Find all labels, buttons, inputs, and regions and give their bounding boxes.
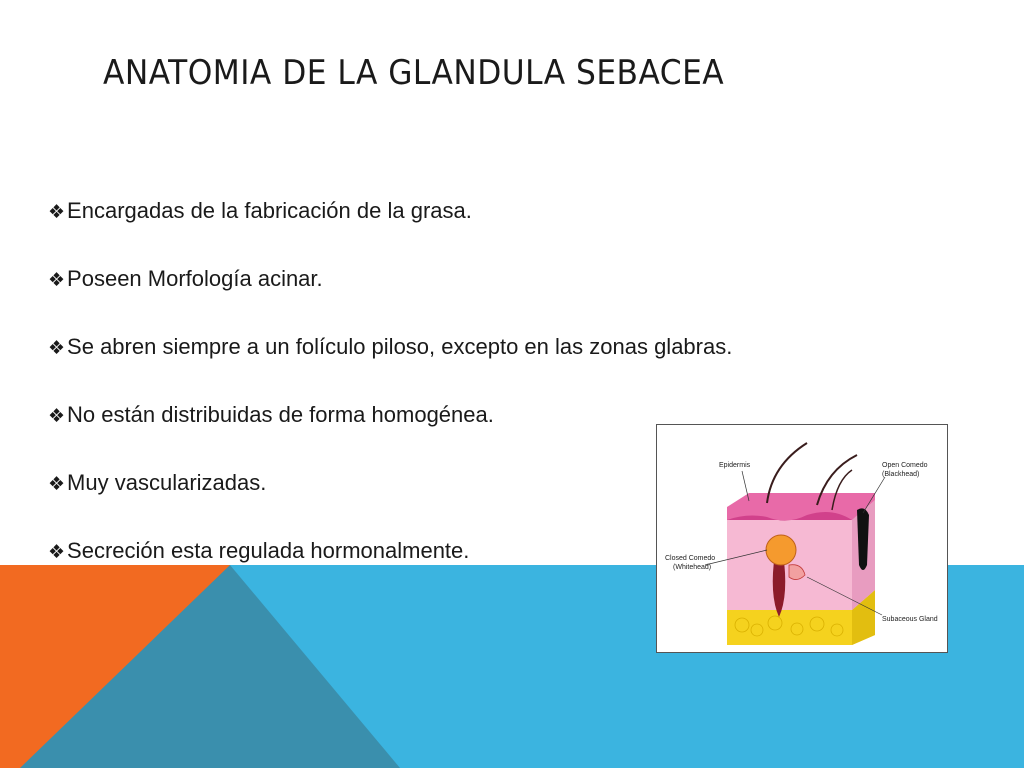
label-open-comedo: Open Comedo	[882, 462, 928, 469]
bullet-item: ❖Encargadas de la fabricación de la grasa.	[48, 198, 472, 223]
diamond-bullet-icon: ❖	[48, 270, 66, 291]
bullet-item: ❖Muy vascularizadas.	[48, 470, 267, 495]
label-whitehead: (Whitehead)	[673, 564, 712, 571]
slide-title: ANATOMIA DE LA GLANDULA SEBACEA	[103, 53, 725, 93]
skin-diagram	[657, 425, 949, 654]
diamond-bullet-icon: ❖	[48, 202, 66, 223]
closed-comedo	[766, 535, 796, 565]
bullet-item: ❖No están distribuidas de forma homogénea.	[48, 402, 494, 427]
label-blackhead: (Blackhead)	[882, 471, 920, 478]
diamond-bullet-icon: ❖	[48, 474, 66, 495]
diamond-bullet-icon: ❖	[48, 406, 66, 427]
bullet-list	[48, 194, 732, 602]
label-closed-comedo: Closed Comedo	[665, 555, 716, 562]
bullet-item: ❖Secreción esta regulada hormonalmente.	[48, 538, 470, 563]
label-subaceous-gland: Subaceous Gland	[882, 616, 938, 623]
bullet-item: ❖Poseen Morfología acinar.	[48, 266, 323, 291]
diamond-bullet-icon: ❖	[48, 338, 66, 359]
diamond-bullet-icon: ❖	[48, 542, 66, 563]
bullet-item: ❖Se abren siempre a un folículo piloso, excepto en las zonas glabras.	[48, 334, 733, 359]
sebaceous-gland-illustration	[656, 424, 948, 653]
label-epidermis: Epidermis	[719, 462, 751, 469]
